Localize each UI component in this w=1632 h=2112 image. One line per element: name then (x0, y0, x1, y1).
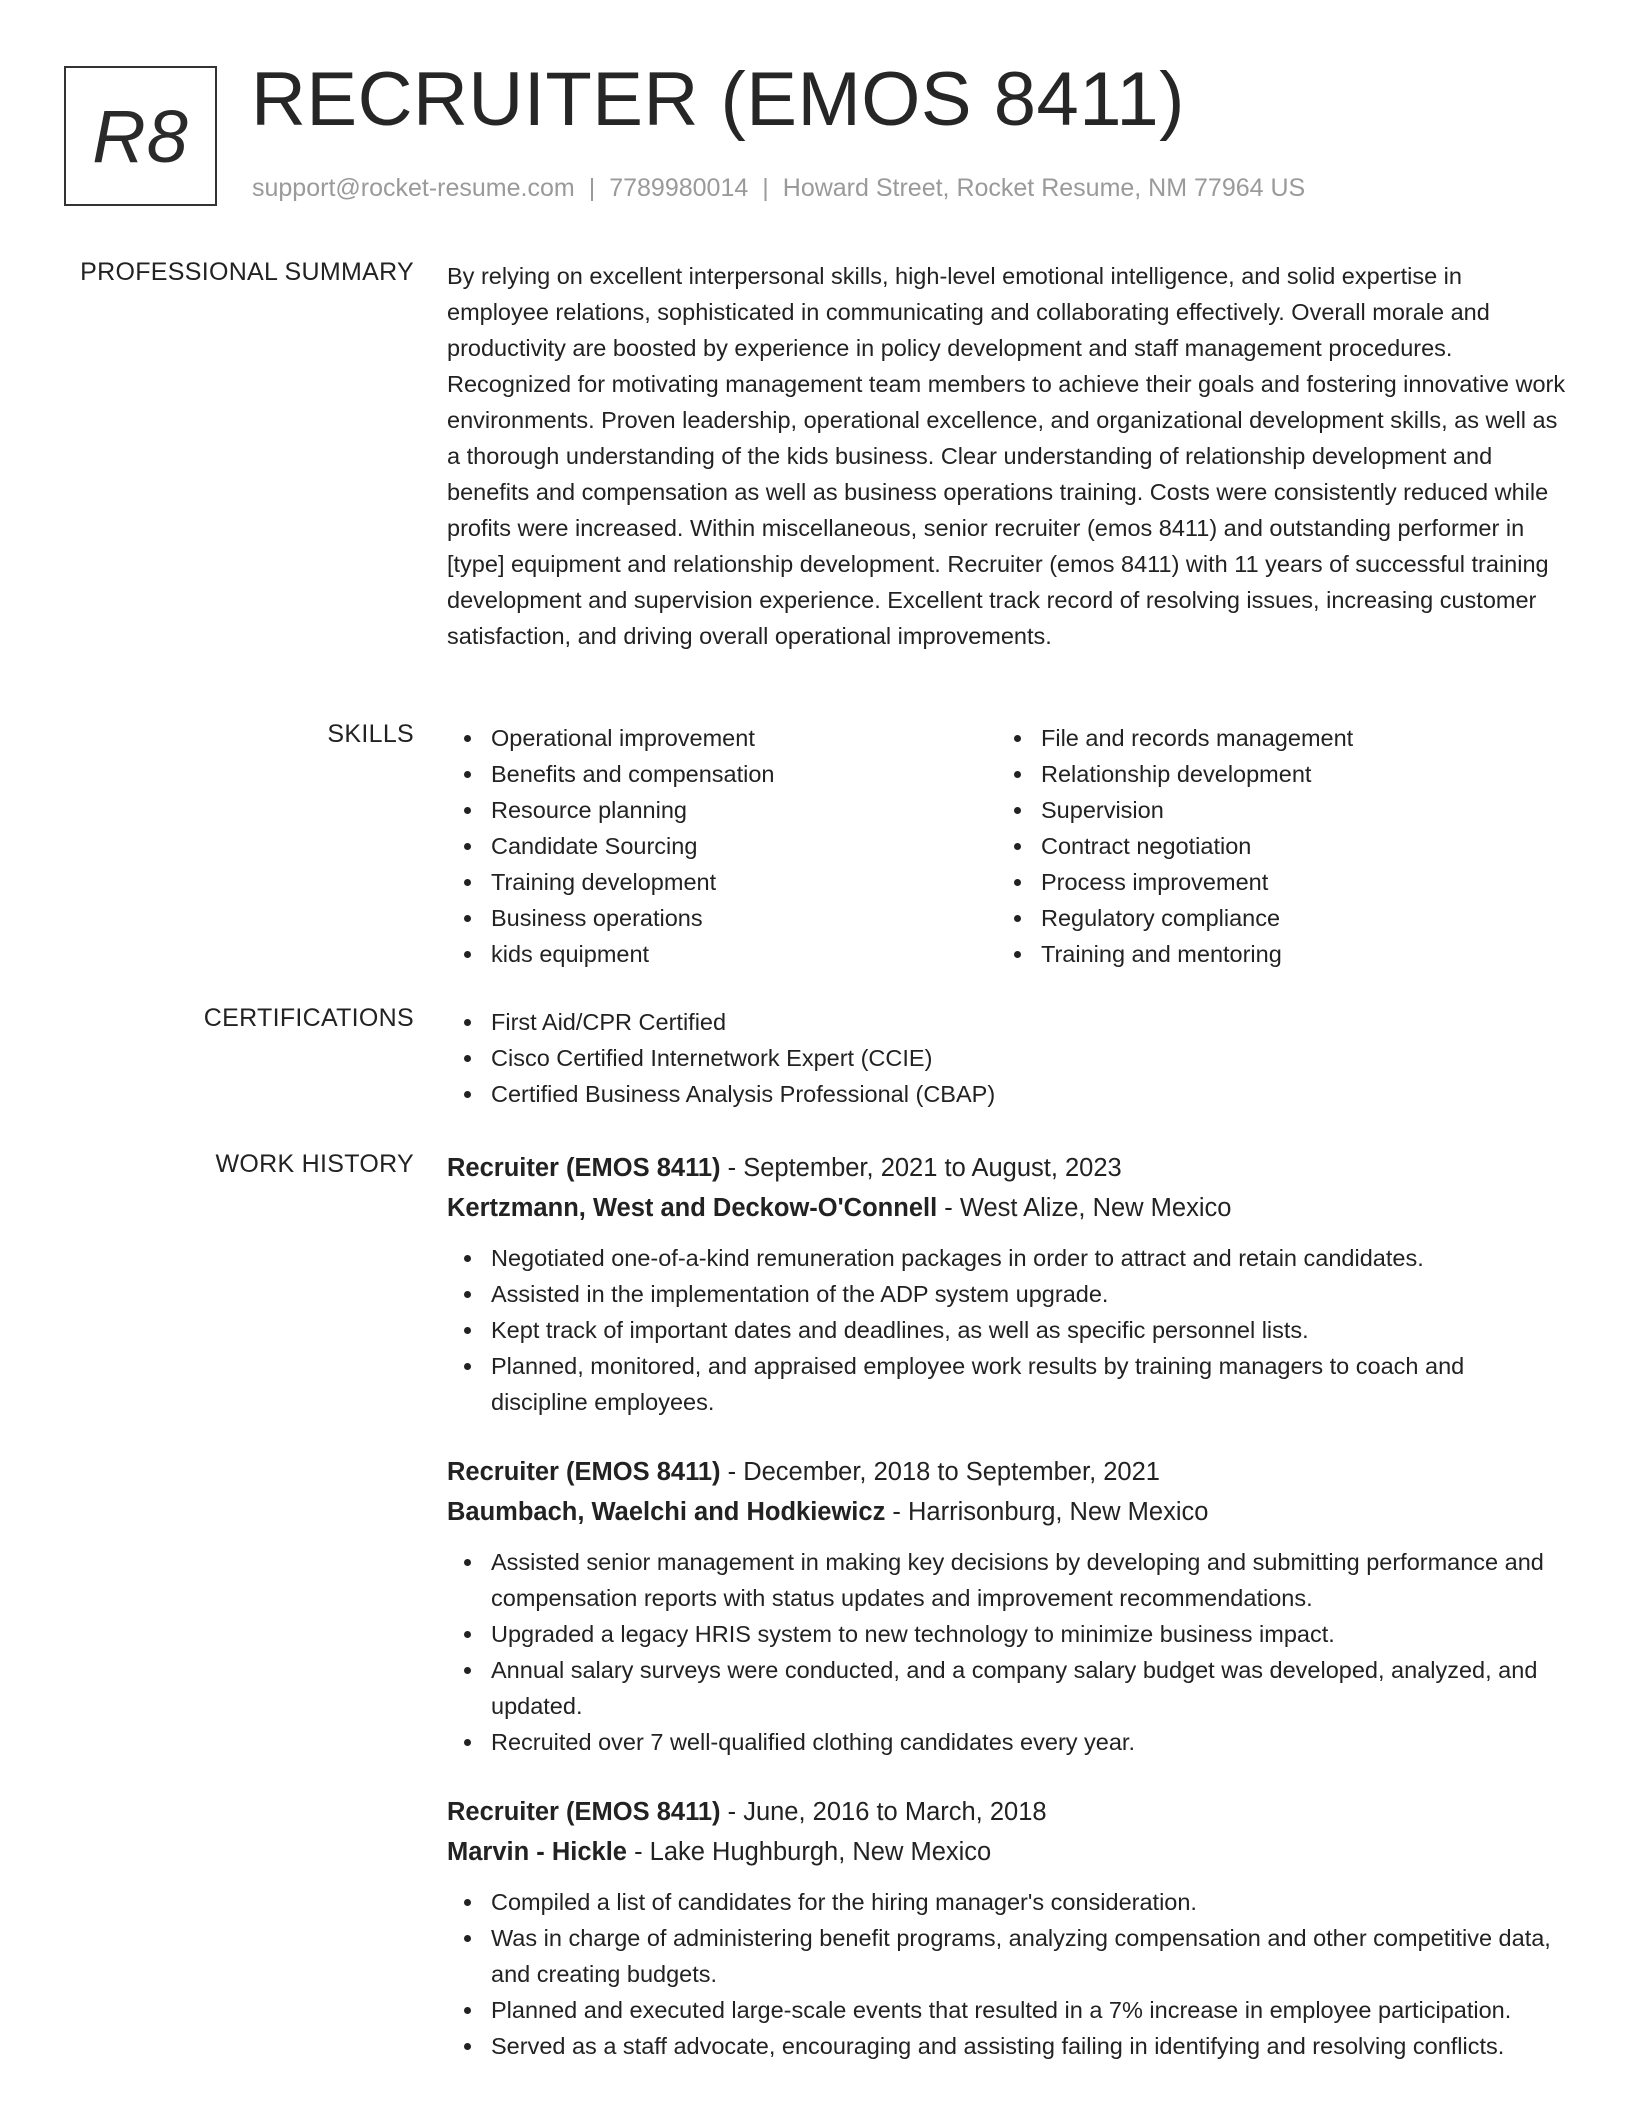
skill-item: Operational improvement (491, 720, 997, 756)
job-bullet: Planned and executed large-scale events that resulted in a 7% increase in employee participation. (491, 1992, 1567, 2028)
skills-grid (447, 720, 1567, 972)
job-company-line (447, 1188, 1567, 1228)
job-company-line (447, 1492, 1567, 1532)
skill-item: Regulatory compliance (1041, 900, 1547, 936)
certification-item: Cisco Certified Internetwork Expert (CCIE) (491, 1040, 1567, 1076)
skills-column-right (997, 720, 1547, 972)
skill-item: Business operations (491, 900, 997, 936)
skill-item: Training and mentoring (1041, 936, 1547, 972)
job-title: Recruiter (EMOS 8411) (447, 1798, 721, 1826)
contact-email: support@rocket-resume.com (252, 174, 575, 202)
job-title: Recruiter (EMOS 8411) (447, 1154, 721, 1182)
summary-label: PROFESSIONAL SUMMARY (80, 258, 414, 286)
job-bullet: Recruited over 7 well-qualified clothing candidates every year. (491, 1724, 1567, 1760)
skill-item: Candidate Sourcing (491, 828, 997, 864)
skill-item: Process improvement (1041, 864, 1547, 900)
contact-phone: 7789980014 (609, 174, 749, 202)
job-bullet: Assisted senior management in making key decisions by developing and submitting performance and compensation reports with status updates and improvement recommendations. (491, 1544, 1567, 1616)
contact-address: Howard Street, Rocket Resume, NM 77964 US (782, 174, 1306, 202)
job-bullets (447, 1884, 1567, 2064)
certification-item: Certified Business Analysis Professional (CBAP) (491, 1076, 1567, 1112)
monogram-text: R8 (92, 94, 189, 178)
job-dates: - June, 2016 to March, 2018 (720, 1798, 1047, 1826)
job-company-line (447, 1832, 1567, 1872)
candidate-name: RECRUITER (EMOS 8411) (251, 57, 1185, 142)
job-title-line (447, 1452, 1567, 1492)
job-entry (447, 1452, 1567, 1760)
work-history-label: WORK HISTORY (215, 1150, 414, 1178)
skills-label: SKILLS (327, 720, 414, 748)
skill-item: Training development (491, 864, 997, 900)
job-title-line (447, 1148, 1567, 1188)
contact-separator: | (588, 174, 596, 202)
job-company: Kertzmann, West and Deckow-O'Connell (447, 1194, 938, 1222)
job-bullet: Compiled a list of candidates for the hiring manager's consideration. (491, 1884, 1567, 1920)
job-entry (447, 1148, 1567, 1420)
skill-item: kids equipment (491, 936, 997, 972)
skill-item: Contract negotiation (1041, 828, 1547, 864)
contact-line (252, 174, 1305, 203)
work-history-body (447, 1148, 1567, 2096)
job-title-line (447, 1792, 1567, 1832)
job-bullet: Assisted in the implementation of the ADP system upgrade. (491, 1276, 1567, 1312)
job-company: Baumbach, Waelchi and Hodkiewicz (447, 1498, 886, 1526)
job-bullet: Was in charge of administering benefit programs, analyzing compensation and other competitive data, and creating budgets. (491, 1920, 1567, 1992)
skill-item: Benefits and compensation (491, 756, 997, 792)
summary-body (447, 258, 1567, 654)
job-bullet: Planned, monitored, and appraised employee work results by training managers to coach and discipline employees. (491, 1348, 1567, 1420)
skill-item: Relationship development (1041, 756, 1547, 792)
job-location: - Harrisonburg, New Mexico (885, 1498, 1209, 1526)
job-bullet: Kept track of important dates and deadlines, as well as specific personnel lists. (491, 1312, 1567, 1348)
job-location: - Lake Hughburgh, New Mexico (626, 1838, 992, 1866)
skills-column-left (447, 720, 997, 972)
certifications-label: CERTIFICATIONS (203, 1004, 414, 1032)
job-dates: - September, 2021 to August, 2023 (720, 1154, 1122, 1182)
job-bullet: Upgraded a legacy HRIS system to new technology to minimize business impact. (491, 1616, 1567, 1652)
job-bullet: Negotiated one-of-a-kind remuneration packages in order to attract and retain candidates. (491, 1240, 1567, 1276)
skill-item: Supervision (1041, 792, 1547, 828)
job-dates: - December, 2018 to September, 2021 (720, 1458, 1160, 1486)
job-bullets (447, 1240, 1567, 1420)
skill-item: Resource planning (491, 792, 997, 828)
job-bullets (447, 1544, 1567, 1760)
job-location: - West Alize, New Mexico (937, 1194, 1232, 1222)
contact-separator: | (762, 174, 769, 202)
job-company: Marvin - Hickle (447, 1838, 627, 1866)
job-title: Recruiter (EMOS 8411) (447, 1458, 721, 1486)
job-bullet: Served as a staff advocate, encouraging and assisting failing in identifying and resolving conflicts. (491, 2028, 1567, 2064)
job-entry (447, 1792, 1567, 2064)
certifications-body (447, 1004, 1567, 1112)
summary-text: By relying on excellent interpersonal skills, high-level emotional intelligence, and solid expertise in employee relations, sophisticated in communicating and collaborating effectively. Overall morale and productivity are boosted by experience in policy development and staff management procedures. Recognized for motivating management team members to achieve their goals and fostering innovative work environments. Proven leadership, operational excellence, and organizational development skills, as well as a thorough understanding of the kids business. Clear understanding of relationship development and benefits and compensation as well as business operations training. Costs were consistently reduced while profits were increased. Within miscellaneous, senior recruiter (emos 8411) and outstanding performer in [type] equipment and relationship development. Recruiter (emos 8411) with 11 years of successful training development and supervision experience. Excellent track record of resolving issues, increasing customer satisfaction, and driving overall operational improvements. (447, 263, 1566, 649)
job-bullet: Annual salary surveys were conducted, and a company salary budget was developed, analyzed, and updated. (491, 1652, 1567, 1724)
skills-body (447, 720, 1567, 972)
certification-item: First Aid/CPR Certified (491, 1004, 1567, 1040)
skill-item: File and records management (1041, 720, 1547, 756)
monogram-badge (64, 66, 217, 206)
